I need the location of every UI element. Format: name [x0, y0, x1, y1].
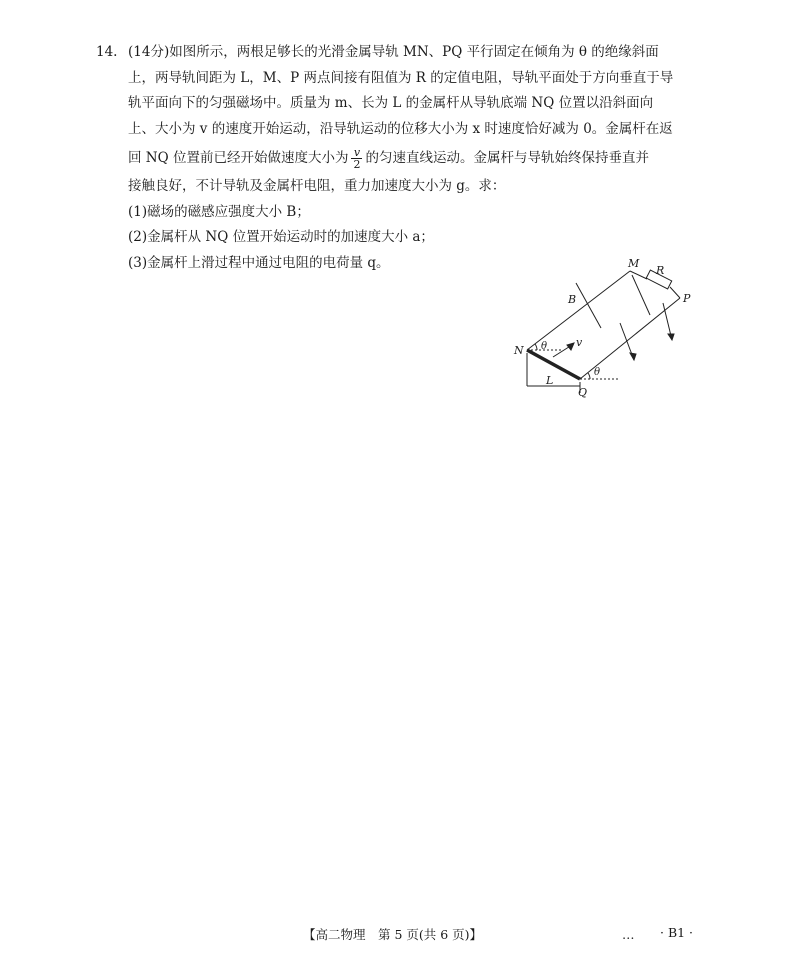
stem-text-3: 轨平面向下的匀强磁场中。质量为 m、长为 L 的金属杆从导轨底端 NQ 位置以沿斜面向 — [128, 95, 654, 111]
question-1: (1)磁场的磁感应强度大小 B； — [128, 203, 310, 220]
label-r: R — [656, 264, 665, 277]
stem-text-1: 如图所示，两根足够长的光滑金属导轨 MN、PQ 平行固定在倾角为 θ 的绝缘斜面 — [169, 44, 659, 60]
label-q: Q — [578, 386, 588, 399]
angle-arc-q — [588, 373, 590, 379]
label-v: v — [576, 336, 583, 349]
problem-points: (14分) — [128, 44, 170, 60]
stem-text-2: 上，两导轨间距为 L，M、P 两点间接有阻值为 R 的定值电阻，导轨平面处于方向垂直于导 — [128, 69, 674, 86]
velocity-arrow-head — [567, 343, 574, 350]
field-line-1 — [576, 283, 601, 328]
question-2: (2)金属杆从 NQ 位置开始运动时的加速度大小 a； — [128, 229, 434, 245]
stem-text-5-post: 的匀速直线运动。金属杆与导轨始终保持垂直并 — [365, 150, 649, 166]
velocity-fraction — [351, 147, 362, 170]
label-theta-q: θ — [594, 367, 601, 378]
field-arrow-head-2 — [668, 334, 674, 340]
footer-page-info: 【高二物理 第 5 页(共 6 页)】 — [303, 927, 483, 942]
label-l: L — [546, 374, 554, 387]
label-p: P — [683, 292, 691, 305]
problem-stem-line-1 — [96, 40, 716, 66]
label-theta-n: θ — [541, 341, 548, 352]
label-b: B — [568, 293, 577, 306]
question-3: (3)金属杆上滑过程中通过电阻的电荷量 q。 — [128, 254, 390, 271]
wire-r-p — [670, 287, 680, 298]
field-arrow-head-1 — [630, 353, 636, 360]
footer-mark: … — [622, 927, 635, 942]
stem-text-6: 接触良好，不计导轨及金属杆电阻，重力加速度大小为 g。求： — [128, 178, 506, 194]
stem-text-4: 上、大小为 v 的速度开始运动，沿导轨运动的位移大小为 x 时速度恰好减为 0。金属杆在返 — [128, 120, 673, 137]
field-line-3 — [632, 275, 650, 315]
incline-rail-figure — [510, 255, 710, 400]
stem-text-5 — [96, 142, 716, 174]
label-n: N — [514, 344, 524, 357]
angle-arc-n — [535, 344, 537, 350]
wire-m-r — [630, 271, 647, 279]
footer-code: · B1 · — [660, 925, 694, 940]
label-m: M — [628, 257, 640, 270]
problem-14 — [96, 40, 716, 276]
fraction-numerator: v — [351, 147, 362, 159]
stem-text-5-pre: 回 NQ 位置前已经开始做速度大小为 — [128, 150, 349, 166]
metal-rod-nq — [527, 350, 580, 379]
problem-number: 14. — [96, 44, 118, 60]
fraction-denominator: 2 — [353, 158, 361, 171]
